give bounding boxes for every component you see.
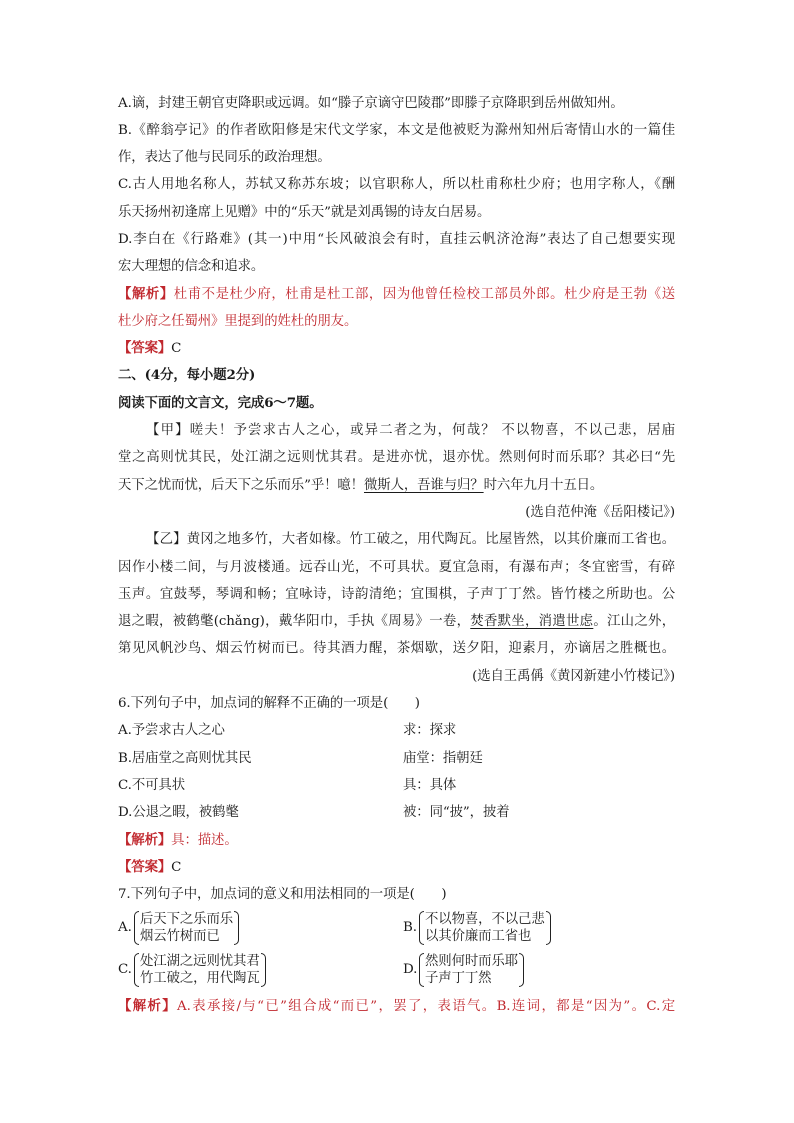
q5-option-d-line1: D.李白在《行路难》(其一)中用“长风破浪会有时，直挂云帆济沧海”表达了自己想要实现 bbox=[118, 231, 675, 247]
q7-option-b bbox=[403, 910, 675, 946]
q7-option-a-letter: A. bbox=[118, 920, 132, 936]
passage-yi-line1: 【乙】黄冈之地多竹，大者如椽。竹工破之，用代陶瓦。比屋皆然，以其价廉而工省也。 bbox=[146, 532, 675, 548]
q7-analysis bbox=[118, 993, 675, 1020]
section2-instruction: 阅读下面的文言文，完成6～7题。 bbox=[118, 394, 323, 411]
q6-option-c-gloss: 具：具体 bbox=[403, 777, 457, 793]
q6-option-b-sentence: B.居庙堂之高则忧其民 bbox=[118, 750, 252, 766]
q6-option-c-sentence: C.不可具状 bbox=[118, 777, 185, 793]
passage-yi-line5: 第见风帆沙鸟、烟云竹树而已。待其酒力醒，茶烟歇，送夕阳，迎素月，亦谪居之胜概也。 bbox=[118, 641, 675, 657]
q6-answer-label: 【答案】 bbox=[118, 858, 172, 875]
q7-options-row2 bbox=[118, 952, 675, 988]
passage-yi-line4-post: 。江山之外， bbox=[593, 614, 675, 630]
q7-option-c-letter: C. bbox=[118, 962, 132, 978]
q7-option-c-line2: 竹工破之，用代陶瓦 bbox=[140, 970, 260, 986]
q7-option-d-line1: 然则何时而乐耶 bbox=[425, 953, 519, 969]
q5-option-b-line1: B.《醉翁亭记》的作者欧阳修是宋代文学家，本文是他被贬为滁州知州后寄情山水的一篇佳 bbox=[118, 122, 675, 138]
q6-option-a-gloss: 求：探求 bbox=[403, 723, 457, 739]
q6-answer bbox=[118, 854, 675, 881]
q6-option-d-gloss: 被：同“披”，披着 bbox=[403, 805, 510, 821]
section2-heading: 二、(4分，每小题2分) bbox=[118, 367, 256, 384]
q7-option-b-line1: 不以物喜，不以己悲 bbox=[425, 911, 545, 927]
passage-yi-line4 bbox=[118, 608, 675, 635]
q7-option-d-letter: D. bbox=[403, 962, 418, 978]
q6-option-a bbox=[118, 717, 675, 744]
q6-option-b-gloss: 庙堂：指朝廷 bbox=[403, 750, 483, 766]
passage-yi-line2: 因作小楼二间，与月波楼通。远吞山光，不可具状。夏宜急雨，有瀑布声；冬宜密雪，有碎 bbox=[118, 559, 675, 575]
q6-stem: 6.下列句子中，加点词的解释不正确的一项是( ) bbox=[118, 696, 420, 712]
passage-jia-source: (选自范仲淹《岳阳楼记》) bbox=[525, 504, 675, 520]
q5-answer-label: 【答案】 bbox=[118, 340, 172, 357]
q7-options-row1 bbox=[118, 910, 675, 946]
q5-answer-value: C bbox=[171, 341, 182, 357]
q5-analysis-text: 杜甫不是杜少府，杜甫是杜工部，因为他曾任检校工部员外郎。杜少府是王勃《送 bbox=[173, 286, 675, 302]
q5-analysis-label: 【解析】 bbox=[118, 285, 174, 302]
passage-jia-line1: 【甲】嗟夫！予尝求古人之心，或异二者之为，何哉？ 不以物喜，不以己悲，居庙 bbox=[146, 423, 675, 439]
q6-option-b bbox=[118, 745, 675, 772]
q7-option-b-lines bbox=[424, 911, 546, 945]
right-brace-icon bbox=[546, 911, 551, 945]
passage-yi-source: (选自王禹偁《黄冈新建小竹楼记》) bbox=[472, 668, 675, 684]
passage-yi-line4-pre: 退之暇，被鹤氅(chǎng)，戴华阳巾，手执《周易》一卷， bbox=[118, 614, 471, 630]
q7-option-c-line1: 处江湖之远则忧其君 bbox=[140, 953, 260, 969]
q7-option-a-lines bbox=[139, 911, 234, 945]
q6-option-c bbox=[118, 772, 675, 799]
q7-analysis-label: 【解析】 bbox=[118, 997, 178, 1014]
q7-option-a bbox=[118, 910, 403, 946]
q6-analysis-text: 具：描述。 bbox=[171, 832, 238, 848]
q5-answer bbox=[118, 335, 675, 362]
passage-yi-line3: 玉声。宜鼓琴，琴调和畅；宜咏诗，诗韵清绝；宜围棋，子声丁丁然。皆竹楼之所助也。公 bbox=[118, 586, 675, 602]
q6-option-d bbox=[118, 799, 675, 826]
q7-option-d bbox=[403, 952, 675, 988]
q5-analysis-line1 bbox=[118, 281, 675, 308]
q5-option-b-line2: 作，表达了他与民同乐的政治理想。 bbox=[118, 150, 331, 166]
right-brace-icon bbox=[261, 953, 266, 987]
q6-answer-value: C bbox=[171, 859, 182, 875]
q6-analysis bbox=[118, 827, 675, 854]
q5-analysis-line2: 杜少府之任蜀州》里提到的姓杜的朋友。 bbox=[118, 313, 358, 329]
q7-option-d-line2: 子声丁丁然 bbox=[425, 970, 492, 986]
q6-analysis-label: 【解析】 bbox=[118, 831, 172, 848]
passage-jia-line3 bbox=[118, 472, 675, 499]
passage-yi-underlined: 焚香默坐，消遣世虑 bbox=[470, 614, 594, 630]
q6-option-a-sentence: A.予尝求古人之心 bbox=[118, 723, 225, 739]
q7-option-b-line2: 以其价廉而工省也 bbox=[425, 928, 532, 944]
passage-jia-line2: 堂之高则忧其民，处江湖之远则忧其君。是进亦忧，退亦忧。然则何时而乐耶？其必曰“先 bbox=[118, 450, 675, 466]
q5-option-a: A.谪，封建王朝官吏降职或远调。如“滕子京谪守巴陵郡”即滕子京降职到岳州做知州。 bbox=[118, 95, 624, 111]
q7-option-c-lines bbox=[139, 953, 261, 987]
right-brace-icon bbox=[519, 953, 524, 987]
document-page bbox=[118, 90, 675, 1021]
q7-option-c bbox=[118, 952, 403, 988]
q7-option-b-letter: B. bbox=[403, 920, 417, 936]
q6-option-d-sentence: D.公退之暇，被鹤氅 bbox=[118, 805, 239, 821]
q5-option-d-line2: 宏大理想的信念和追求。 bbox=[118, 259, 265, 275]
q5-option-c-line2: 乐天扬州初逢席上见赠》中的“乐天”就是刘禹锡的诗友白居易。 bbox=[118, 204, 491, 220]
passage-jia-underlined: 微斯人，吾谁与归？ bbox=[363, 477, 484, 493]
q7-option-a-line2: 烟云竹树而已 bbox=[140, 928, 220, 944]
passage-jia-line3-post: 时六年九月十五日。 bbox=[483, 477, 604, 493]
q7-option-a-line1: 后天下之乐而乐 bbox=[140, 911, 234, 927]
passage-jia-line3-pre: 天下之忧而忧，后天下之乐而乐”乎！噫！ bbox=[118, 477, 364, 493]
right-brace-icon bbox=[234, 911, 239, 945]
q5-option-c-line1: C.古人用地名称人，苏轼又称苏东坡；以官职称人，所以杜甫称杜少府；也用字称人，《酬 bbox=[118, 177, 675, 193]
q7-analysis-text: A.表承接/与“已”组合成“而已”，罢了，表语气。B.连词，都是“因为”。C.定 bbox=[177, 998, 675, 1014]
q7-stem: 7.下列句子中，加点词的意义和用法相同的一项是( ) bbox=[118, 887, 447, 903]
q7-option-d-lines bbox=[424, 953, 519, 987]
